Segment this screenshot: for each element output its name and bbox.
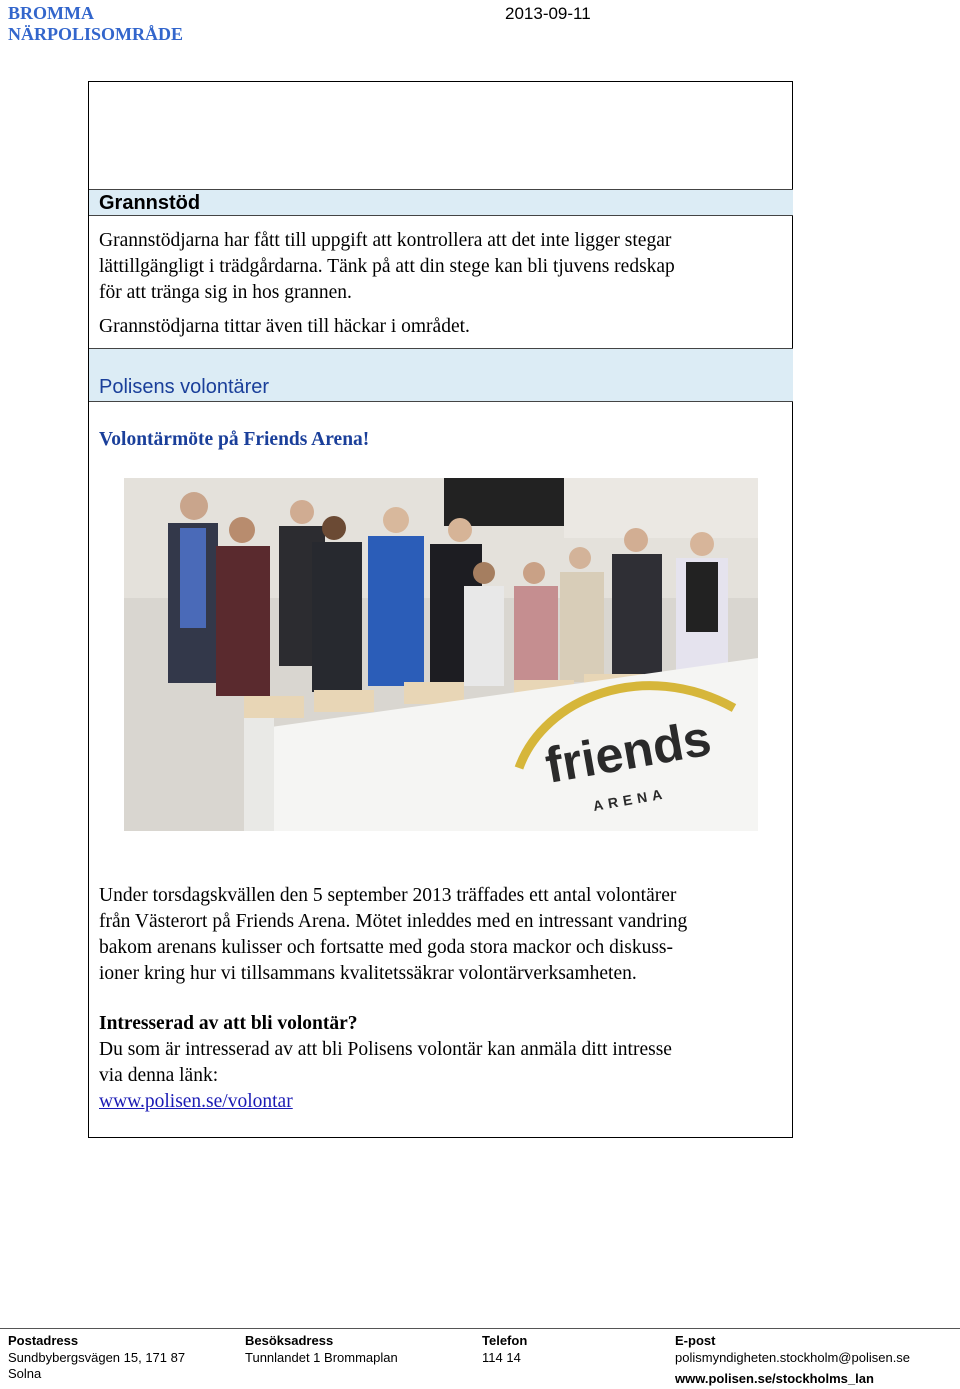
grannstod-hedges-paragraph: Grannstödjarna tittar även till häckar i området. [99, 316, 470, 337]
meeting-line: Under torsdagskvällen den 5 september 2013 träffades ett antal volontärer [99, 885, 677, 906]
grannstod-paragraph [99, 228, 784, 306]
organization-name [8, 3, 183, 45]
footer-website-link[interactable]: www.polisen.se/stockholms_lan [675, 1371, 874, 1386]
section-title-grannstod: Grannstöd [99, 192, 201, 214]
friends-arena-logo-text: friends [541, 709, 716, 794]
meeting-line: ioner kring hur vi tillsammans kvalitetssäkrar volontärverksamheten. [99, 963, 637, 984]
footer-telefon-value: 114 14 [482, 1350, 521, 1365]
interest-block [99, 1011, 672, 1115]
org-line-1: BROMMA [8, 3, 94, 23]
footer-divider [0, 1328, 960, 1329]
footer-postadress-line1: Sundbybergsvägen 15, 171 87 [8, 1350, 186, 1365]
newsletter-date: 2013-09-11 [505, 4, 591, 23]
footer-telefon [482, 1333, 527, 1366]
interest-line: via denna länk: [99, 1065, 219, 1086]
footer-besoksadress [245, 1333, 398, 1366]
footer-epost-label: E-post [675, 1333, 716, 1348]
volunteer-group-photo [124, 478, 758, 831]
footer-telefon-label: Telefon [482, 1333, 528, 1348]
footer-epost [675, 1333, 910, 1366]
volunteer-signup-link[interactable]: www.polisen.se/volontar [99, 1091, 293, 1112]
grannstod-line: Grannstödjarna har fått till uppgift att kontrollera att det inte ligger stegar [99, 230, 672, 251]
meeting-line: från Västerort på Friends Arena. Mötet inleddes med en intressant vandring [99, 911, 688, 932]
grannstod-line: för att tränga sig in hos grannen. [99, 282, 352, 303]
section-title-volontarer: Polisens volontärer [99, 376, 270, 398]
footer-besok-label: Besöksadress [245, 1333, 334, 1348]
footer-postadress [8, 1333, 185, 1382]
org-line-2: NÄRPOLISOMRÅDE [8, 24, 184, 44]
footer-besok-value: Tunnlandet 1 Brommaplan [245, 1350, 398, 1365]
interest-heading: Intresserad av att bli volontär? [99, 1013, 358, 1034]
article-subheading: Volontärmöte på Friends Arena! [99, 429, 370, 450]
meeting-line: bakom arenans kulisser och fortsatte med goda stora mackor och diskuss- [99, 937, 674, 958]
grannstod-line: lättillgängligt i trädgårdarna. Tänk på att din stege kan bli tjuvens redskap [99, 256, 675, 277]
meeting-paragraph [99, 883, 784, 987]
friends-arena-logo-sub: ARENA [591, 785, 669, 814]
footer-epost-value[interactable]: polismyndigheten.stockholm@polisen.se [675, 1350, 911, 1365]
footer-postadress-label: Postadress [8, 1333, 79, 1348]
footer-postadress-line2: Solna [8, 1366, 42, 1381]
interest-line: Du som är intresserad av att bli Polisens volontär kan anmäla ditt intresse [99, 1039, 672, 1060]
